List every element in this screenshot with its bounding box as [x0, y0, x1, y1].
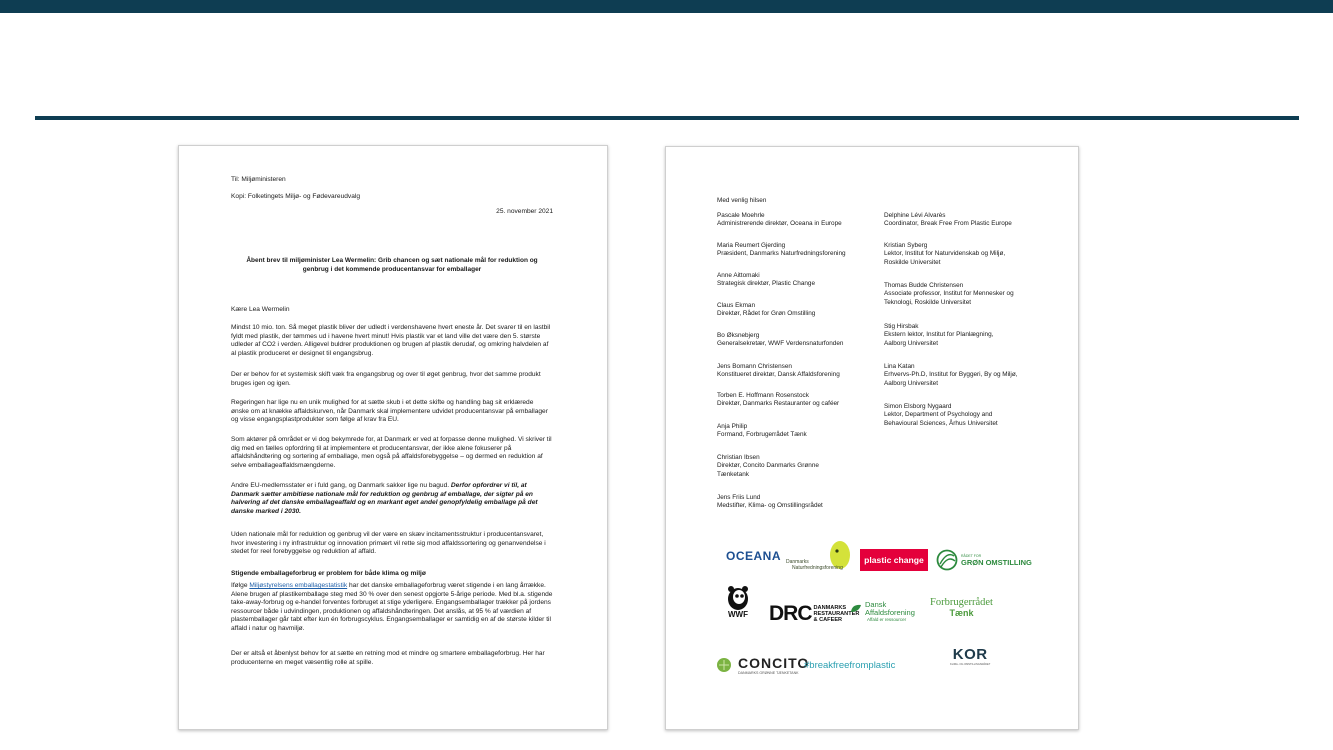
signer-role: Konstitueret direktør, Dansk Affaldsforening	[717, 371, 840, 379]
signer-role: Ekstern lektor, Institut for Planlægning, Aalborg Universitet	[884, 331, 994, 347]
dansk-affaldsforening-logo: Dansk Affaldsforening Affald er ressourcer	[849, 601, 915, 622]
letter-page-2	[665, 146, 1079, 730]
panda-icon	[724, 584, 752, 612]
signer-name: Torben E. Hoffmann Rosenstock	[717, 392, 809, 399]
signer-role: Direktør, Concito Danmarks Grønne Tænketank	[717, 462, 819, 478]
letter-salutation: Kære Lea Wermelin	[231, 306, 290, 313]
signer-name: Anne Aittomaki	[717, 272, 760, 279]
globe-icon	[936, 549, 958, 571]
signature-left-5	[717, 332, 902, 349]
signature-left-2	[717, 242, 902, 259]
letter-page-1	[178, 145, 608, 730]
letter-cc: Kopi: Folketingets Miljø- og Fødevareudvalg	[231, 193, 360, 200]
plastic-change-logo: plastic change	[860, 549, 928, 571]
signer-role: Associate professor, Institut for Mennesker og Teknologi, Roskilde Universitet	[884, 290, 1014, 306]
dn-logo: Danmarks Naturfredningsforening	[784, 539, 864, 575]
breakfreefromplastic-logo: #breakfreefromplastic	[804, 660, 896, 671]
signer-role: Formand, Forbrugerrådet Tænk	[717, 431, 807, 439]
green-transition-logo: RÅDET FOR GRØN OMSTILLING	[936, 549, 1032, 571]
letter-paragraph-2: Der er behov for et systemisk skift væk fra engangsbrug og over til øget genbrug, hvor det samme produkt bruges igen og igen.	[231, 371, 541, 387]
top-accent-bar	[0, 0, 1333, 13]
signer-name: Jens Bomann Christensen	[717, 363, 792, 370]
signature-right-4	[884, 323, 1014, 348]
signer-role: Medstifter, Klima- og Omstillingsrådet	[717, 502, 823, 510]
signer-name: Lina Katan	[884, 363, 915, 370]
signature-right-5	[884, 363, 1019, 388]
signature-left-7	[717, 392, 902, 409]
letter-paragraph-3: Regeringen har lige nu en unik mulighed for at sætte skub i et dette skifte og handling bag sit erklærede ønske om at knække affaldskurven, når Danmark skal implementere udvidet producentansvar på emballager og visse engangsplastprodukter som følge af krav fra EU.	[231, 399, 548, 424]
signer-name: Thomas Budde Christensen	[884, 282, 964, 289]
letter-paragraph-7-start: Ifølge	[231, 582, 250, 589]
signature-left-4	[717, 302, 902, 319]
letter-paragraph-6: Uden nationale mål for reduktion og genbrug vil der være en skæv incitamentsstruktur i producentansvaret, hvor investering i ny infrastruktur og innovation primært vil rette sig mod affaldssortering og genanvendelse i stedet for reel forebyggelse og reduktion af affald.	[231, 531, 546, 556]
recycle-leaf-icon	[849, 602, 863, 616]
signer-role: Generalsekretær, WWF Verdensnaturfonden	[717, 340, 844, 348]
signer-name: Simon Elsborg Nygaard	[884, 403, 952, 410]
signature-left-3	[717, 272, 902, 289]
signer-role: Erhvervs-Ph.D, Institut for Byggeri, By og Miljø, Aalborg Universitet	[884, 371, 1018, 387]
header-divider	[35, 116, 1299, 120]
letter-title-line2: genbrug i det kommende producentansvar for emballager	[302, 266, 482, 273]
signer-name: Maria Reumert Gjerding	[717, 242, 786, 249]
signature-right-6	[884, 403, 1014, 428]
letter-subheading: Stigende emballageforbrug er problem for både klima og miljø	[231, 570, 426, 577]
oceana-logo: OCEANA	[726, 549, 782, 563]
letter-title-line1: Åbent brev til miljøminister Lea Wermelin: Grib chancen og sæt nationale mål for reduktion og	[246, 257, 538, 264]
letter-paragraph-7	[231, 582, 553, 634]
kor-logo: KOR KLIMA- OG OMSTILLINGSRÅDET	[950, 646, 991, 666]
signer-name: Jens Friis Lund	[717, 494, 761, 501]
signature-left-1	[717, 212, 902, 229]
letter-date: 25. november 2021	[496, 208, 553, 215]
forbrugerraadet-taenk-logo: Forbrugerrådet Tænk	[930, 597, 993, 618]
signature-left-9	[717, 454, 837, 479]
signature-right-1	[884, 212, 1069, 229]
signer-role: Direktør, Danmarks Restauranter og caféer	[717, 400, 840, 408]
signature-left-8	[717, 423, 902, 440]
signer-name: Pascale Moehrle	[717, 212, 765, 219]
signer-name: Claus Ekman	[717, 302, 756, 309]
signer-role: Lektor, Department of Psychology and Behavioural Sciences, Århus Universitet	[884, 411, 998, 427]
wwf-logo: WWF	[724, 584, 752, 619]
concito-circle-icon	[716, 657, 732, 673]
letter-paragraph-1: Mindst 10 mio. ton. Så meget plastik bliver der udledt i verdenshavene hvert eneste år. Det svarer til en lastbil fyldt med plastik, der tømmes ud i havene hvert minut! Hvis plastik var et land ville det være den 5. største udleder af CO2 i verden. Alligevel buldrer produktionen og brugen af plastik derudaf, og omkring halvdelen af al plastik produceret er designet til engangsbrug.	[231, 324, 551, 357]
signer-name: Kristian Syberg	[884, 242, 928, 249]
signer-name: Anja Philip	[717, 423, 748, 430]
letter-to: Til: Miljøministeren	[231, 176, 286, 183]
signoff-greeting: Med venlig hilsen	[717, 197, 767, 204]
drc-logo: DRC DANMARKS RESTAURANTER & CAFEER	[769, 602, 860, 625]
letter-paragraph-5-emphasis: Derfor opfordrer vi til, at Danmark sætter ambitiøse nationale mål for reduktion og genbrug af emballage, der sigter på en halvering af det danske emballageaffald og en markant øget andel genopfyldelig emballage på det danske marked i 2030.	[231, 482, 538, 515]
letter-paragraph-8: Der er altså et åbenlyst behov for at sætte en retning mod et mindre og smartere emballageforbrug. Her har producenterne en meget væsentlig rolle at spille.	[231, 650, 545, 666]
signer-name: Bo Øksnebjerg	[717, 332, 760, 339]
signer-name: Delphine Lévi Alvarès	[884, 212, 946, 219]
letter-paragraph-7-rest: har det danske emballageforbrug været stigende i en lang årrække. Alene brugen af plastikemballage steg med 30 % over den senest opgjorte 5-årige periode. Med bl.a. stigende take-away-forbrug og e-handel forventes forbruget at stige yderligere. Engangsemballager trækker på jordens ressourcer både i udvindingen, produktionen og affaldshåndteringen. Det anslås, at 95 % af værdien af plastemballager går tabt efter kun én forbrugscyklus. Engangsemballager er samtidig en af de største kilder til affald i natur og havmiljø.	[231, 582, 553, 632]
signer-role: Administrerende direktør, Oceana in Europe	[717, 220, 842, 228]
signature-left-6	[717, 363, 902, 380]
signer-role: Coordinator, Break Free From Plastic Europe	[884, 220, 1012, 228]
signature-right-3	[884, 282, 1034, 307]
signature-left-10	[717, 494, 902, 511]
signer-role: Præsident, Danmarks Naturfredningsforening	[717, 250, 846, 258]
statistics-link[interactable]: Miljøstyrelsens emballagestatistik	[249, 582, 348, 589]
signer-role: Lektor, Institut for Naturvidenskab og Miljø, Roskilde Universitet	[884, 250, 1006, 266]
concito-logo: CONCITO DANMARKS GRØNNE TÆNKETANK	[716, 655, 809, 675]
signer-name: Stig Hirsbak	[884, 323, 919, 330]
letter-paragraph-5	[231, 482, 553, 516]
signature-right-2	[884, 242, 1024, 267]
signer-name: Christian Ibsen	[717, 454, 760, 461]
signer-role: Strategisk direktør, Plastic Change	[717, 280, 816, 288]
signer-role: Direktør, Rådet for Grøn Omstilling	[717, 310, 816, 318]
letter-paragraph-4: Som aktører på området er vi dog bekymrede for, at Danmark er ved at forpasse denne mulighed. Vi skriver til dig med en fælles opfordring til at implementere et producentansvar, der ikke alene fokuserer på affaldshåndtering og sortering af emballage, men også på affaldsforebyggelse – og dermed en reduktion af selve emballageaffaldsmængderne.	[231, 436, 552, 469]
letter-paragraph-5-plain: Andre EU-medlemsstater er i fuld gang, og Danmark sakker lige nu bagud.	[231, 482, 451, 489]
